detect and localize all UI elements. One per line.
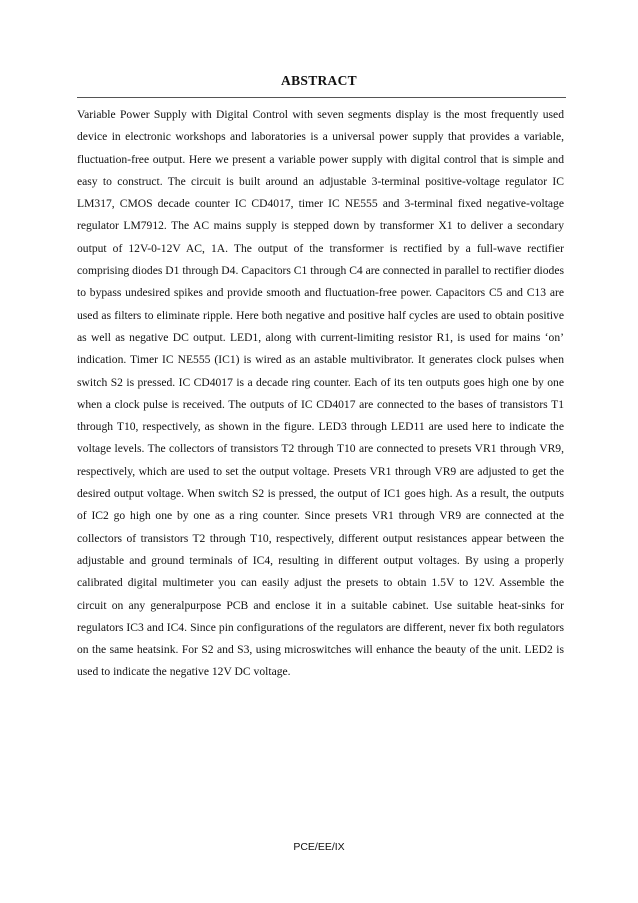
page-footer: PCE/EE/IX — [293, 841, 345, 853]
abstract-body: Variable Power Supply with Digital Control with seven segments display is the most frequently used device in electronic workshops and laboratories is a universal power supply that provides a variable, fluctuation-free output. Here we present a variable power supply with digital control that is simple and easy to construct. The circuit is built around an adjustable 3-terminal positive-voltage regulator IC LM317, CMOS decade counter IC CD4017, timer IC NE555 and 3-terminal fixed negative-voltage regulator LM7912. The AC mains supply is stepped down by transformer X1 to deliver a secondary output of 12V-0-12V AC, 1A. The output of the transformer is rectified by a full-wave rectifier comprising diodes D1 through D4. Capacitors C1 through C4 are connected in parallel to rectifier diodes to bypass undesired spikes and provide smooth and fluctuation-free power. Capacitors C5 and C13 are used as filters to eliminate ripple. Here both negative and positive half cycles are used to obtain positive as well as negative DC output. LED1, along with current-limiting resistor R1, is used for mains ‘on’ indication. Timer IC NE555 (IC1) is wired as an astable multivibrator. It generates clock pulses when switch S2 is pressed. IC CD4017 is a decade ring counter. Each of its ten outputs goes high one by one when a clock pulse is received. The outputs of IC CD4017 are connected to the bases of transistors T1 through T10, respectively, as shown in the figure. LED3 through LED11 are used here to indicate the voltage levels. The collectors of transistors T2 through T10 are connected to presets VR1 through VR9, respectively, which are used to set the output voltage. Presets VR1 through VR9 are adjusted to get the desired output voltage. When switch S2 is pressed, the output of IC1 goes high. As a result, the outputs of IC2 go high one by one as a ring counter. Since presets VR1 through VR9 are connected at the collectors of transistors T2 through T10, respectively, different output resistances appear between the adjustable and ground terminals of IC4, resulting in different output voltages. By using a properly calibrated digital multimeter you can easily adjust the presets to obtain 1.5V to 12V. Assemble the circuit on any generalpurpose PCB and enclose it in a suitable cabinet. Use suitable heat-sinks for regulators IC3 and IC4. Since pin configurations of the regulators are different, never fix both regulators on the same heatsink. For S2 and S3, using microswitches will enhance the beauty of the unit. LED2 is used to indicate the negative 12V DC voltage. — [77, 108, 564, 679]
page-title: ABSTRACT — [281, 73, 357, 88]
title-divider — [77, 97, 566, 98]
